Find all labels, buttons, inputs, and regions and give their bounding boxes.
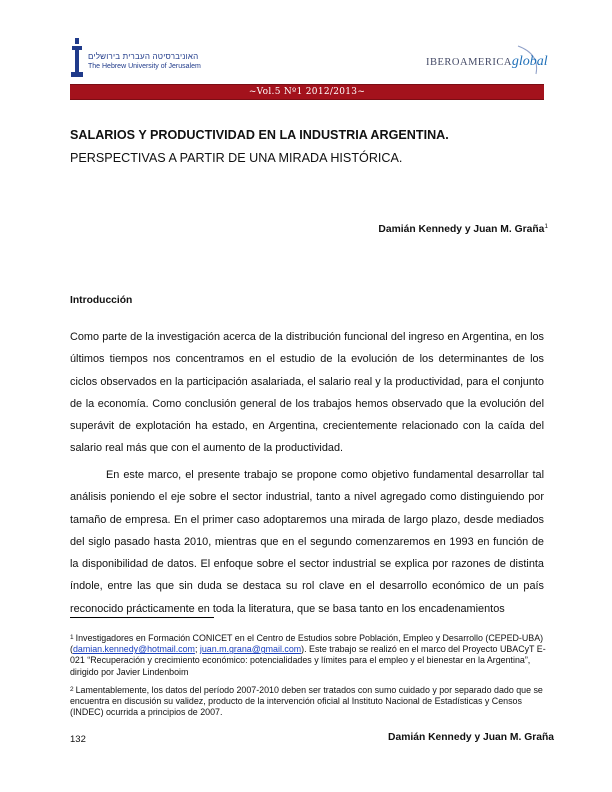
page-number: 132	[70, 734, 86, 745]
footnote-2: $^2$ Lamentablemente, los datos del período 2007-2010 deben ser tratados con sumo cuidado y por separado dado que se encuentra en discusión su validez, producto de la intervención oficial al Instituto Nacional de Estadísticas y Censos (INDEC) ocurrida a principios de 2007.	[70, 685, 543, 718]
paragraph-1: Como parte de la investigación acerca de la distribución funcional del ingreso en Argentina, en los últimos tiempos nos concentramos en el estudio de la evolución de los determinantes de los ciclos observados en la participación asalariada, el salario real y la productividad, para el conjunto de la economía. Como conclusión general de los trabajos hemos observado que la evolución del superávit de explotación ha estado, en Argentina, crecientemente relacionado con la caída del salario real más que con el aumento de la productividad.	[70, 331, 544, 455]
email-link-juan[interactable]: juan.m.grana@gmail.com	[199, 644, 302, 655]
email-link-damian[interactable]: damian.kennedy@hotmail.com	[72, 644, 195, 655]
footer-authors: Damián Kennedy y Juan M. Graña	[388, 732, 554, 743]
footnote-1: $^1$ Investigadores en Formación CONICET en el Centro de Estudios sobre Población, Empleo y Desarrollo (CEPED-UBA) (damian.kennedy@hotmail.com; juan.m.grana@gmail.com). Este trabajo se realizó en el marco del Proyecto UBACyT E-021 “Recuperación y crecimiento económico: potencialidades y límites para el empleo y el bienestar en la Argentina”, dirigido por Javier Lindenboim	[70, 633, 546, 677]
article-title: SALARIOS Y PRODUCTIVIDAD EN LA INDUSTRIA ARGENTINA.	[70, 128, 449, 142]
article-authors: Damián Kennedy y Juan M. Graña$^1$	[378, 223, 548, 235]
hebrew-university-logo	[70, 38, 210, 80]
paragraph-2: En este marco, el presente trabajo se propone como objetivo fundamental desarrollar tal análisis poniendo el eje sobre el sector industrial, tanto a nivel agregado como distinguiendo por tamaño de empresa. En el primer caso adoptaremos una mirada de largo plazo, desde mediados del siglo pasado hasta 2010, mientras que en el segundo comenzaremos en 1993 en función de la disponibilidad de datos. El enfoque sobre el sector industrial se explica por razones de distinta índole, entre las que sin duda se destaca su rol clave en el desarrollo económico de un país reconocido prácticamente en toda la literatura, que se basa tanto en los encadenamientos	[70, 469, 544, 615]
university-emblem-icon	[70, 38, 84, 78]
logo-english-text: The Hebrew University of Jerusalem	[88, 63, 201, 70]
iberoamerica-global-logo	[418, 44, 548, 78]
section-heading-introduccion: Introducción	[70, 295, 133, 306]
volume-label: ~Vol.5 Nº1 2012/2013~	[248, 87, 366, 97]
logo-hebrew-text: האוניברסיטה העברית בירושלים	[88, 52, 199, 61]
article-subtitle: PERSPECTIVAS A PARTIR DE UNA MIRADA HISTÓRICA.	[70, 151, 403, 165]
iberoamerica-wordmark: IBEROAMERICAglobal	[426, 54, 548, 69]
volume-banner	[70, 84, 544, 100]
footnote-separator	[70, 617, 214, 618]
footnote-1-number: 1	[70, 634, 74, 641]
footnote-2-number: 2	[70, 686, 74, 693]
